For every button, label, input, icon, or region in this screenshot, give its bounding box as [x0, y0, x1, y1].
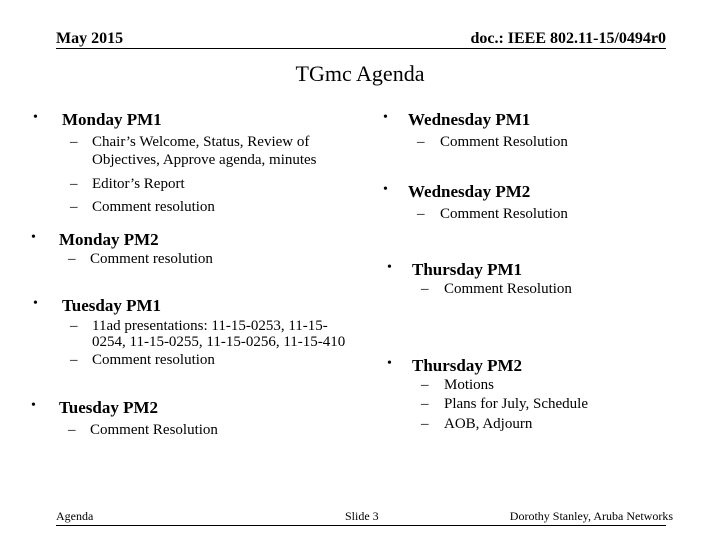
- item-thursday-pm2-3: AOB, Adjourn: [444, 416, 533, 432]
- heading-monday-pm2: Monday PM2: [59, 230, 159, 249]
- bullet-monday-pm2: •: [31, 230, 36, 245]
- heading-monday-pm1: Monday PM1: [62, 110, 162, 129]
- dash: –: [68, 251, 76, 267]
- bullet-thursday-pm2: •: [387, 356, 392, 371]
- bullet-thursday-pm1: •: [387, 260, 392, 275]
- item-tuesday-pm1-2: Comment resolution: [92, 352, 215, 368]
- heading-wednesday-pm1: Wednesday PM1: [408, 110, 531, 129]
- dash: –: [421, 416, 429, 432]
- header-date: May 2015: [56, 30, 124, 47]
- item-wednesday-pm2-1: Comment Resolution: [440, 206, 568, 222]
- dash: –: [68, 422, 76, 438]
- heading-wednesday-pm2: Wednesday PM2: [408, 182, 531, 201]
- item-tuesday-pm1-1b: 0254, 11-15-0255, 11-15-0256, 11-15-410: [92, 334, 346, 350]
- dash: –: [417, 134, 425, 150]
- item-thursday-pm1-1: Comment Resolution: [444, 281, 572, 297]
- item-monday-pm1-3: Comment resolution: [92, 199, 215, 215]
- header-rule: [56, 48, 666, 49]
- footer-left: Agenda: [56, 509, 94, 523]
- item-thursday-pm2-1: Motions: [444, 377, 495, 393]
- bullet-tuesday-pm1: •: [33, 296, 38, 311]
- item-monday-pm1-1a: Chair’s Welcome, Status, Review of: [92, 134, 310, 150]
- bullet-wednesday-pm1: •: [383, 110, 388, 125]
- footer-slide-number: Slide 3: [345, 509, 379, 523]
- dash: –: [421, 396, 429, 412]
- item-monday-pm1-1b: Objectives, Approve agenda, minutes: [92, 152, 317, 168]
- slide-title: TGmc Agenda: [295, 61, 425, 86]
- header-doc-id: doc.: IEEE 802.11-15/0494r0: [470, 30, 666, 47]
- bullet-monday-pm1: •: [33, 110, 38, 125]
- heading-tuesday-pm1: Tuesday PM1: [62, 296, 162, 315]
- item-monday-pm2-1: Comment resolution: [90, 251, 213, 267]
- bullet-tuesday-pm2: •: [31, 398, 36, 413]
- dash: –: [421, 377, 429, 393]
- dash: –: [421, 281, 429, 297]
- dash: –: [70, 318, 78, 334]
- item-tuesday-pm2-1: Comment Resolution: [90, 422, 218, 438]
- bullet-wednesday-pm2: •: [383, 182, 388, 197]
- item-thursday-pm2-2: Plans for July, Schedule: [444, 396, 589, 412]
- footer-author: Dorothy Stanley, Aruba Networks: [509, 509, 673, 523]
- dash: –: [417, 206, 425, 222]
- item-wednesday-pm1-1: Comment Resolution: [440, 134, 568, 150]
- footer-rule: [56, 525, 666, 526]
- heading-thursday-pm1: Thursday PM1: [412, 260, 523, 279]
- heading-thursday-pm2: Thursday PM2: [412, 356, 523, 375]
- dash: –: [70, 199, 78, 215]
- item-monday-pm1-2: Editor’s Report: [92, 176, 185, 192]
- dash: –: [70, 134, 78, 150]
- dash: –: [70, 352, 78, 368]
- dash: –: [70, 176, 78, 192]
- heading-tuesday-pm2: Tuesday PM2: [59, 398, 159, 417]
- item-tuesday-pm1-1a: 11ad presentations: 11-15-0253, 11-15-: [92, 318, 328, 334]
